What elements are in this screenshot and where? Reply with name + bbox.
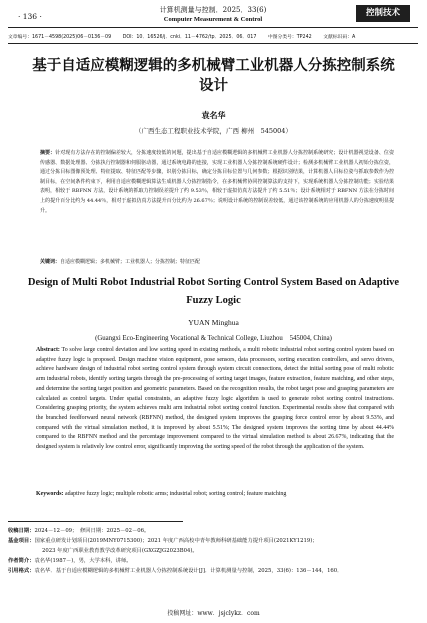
journal-name-en: Computer Measurement & Control <box>163 16 263 23</box>
doi: DOI：10．16526/j．cnki．11－4762/tp．2025．06．017 <box>122 35 257 40</box>
fund-info-cont: 2023 年度广西职业教育教学改革研究项目(GXGZJG2023B04)。 <box>42 548 198 554</box>
footnote-rule <box>8 521 183 522</box>
running-header <box>18 6 410 26</box>
journal-name-cn: 计算机测量与控制．2025．33(6) <box>159 6 267 14</box>
author-en: YUAN Minghua <box>188 318 239 327</box>
keywords-cn-label: 关键词： <box>40 259 61 265</box>
citation <box>8 566 418 576</box>
abstract-cn-text: 针对现有方法存在的控制偏差较大，分拣速度较低的问题，提出基于自适应模糊逻辑的多机械臂工业机器人分拣控制系统研究；设计机器视觉设备、位姿传感器、数据处理器、分拣执行控制器和伺服驱动器，通过系统电路的连接，实现工业机器人分拣控制系统硬件设计；检测多机械臂工业机器人初始分拣位姿，通过分拣目标图像预处理、特征提取、特征匹配等步骤，识别分拣目标，确定分拣目标位置与几何参数；根据识别结果，计算机器人目标位姿与抓取参数作为控制目标，在空间条件约束下，利用自适应模糊逻辑算法生成机器人分拣控制指令，在多机械臂协同控制算法的支持下，实现系统机器人分拣控制功能；实验结果表明，相较于 RBFNN 方法，设计系统的抓取力控制误差提升了约 9.53％，相较于虚拟仿真方法提升了约 5.51％；设计系统相对于 RBFNN 方法在分拣时间上的提升百分比约为 44.44％，相对于虚拟仿真方法提升百分比约为 26.67％；说明设计系统的控制误差较低，通过该控制系统的应用机器人的分拣速度明显提升。 <box>40 150 394 214</box>
author-bio-text: 袁名华(1987－)，男，大学本科，讲师。 <box>34 558 132 564</box>
abstract-en-text: To solve large control deviation and low sorting speed in existing methods, a multi robotic industrial robot sorting control system based on adaptive fuzzy logic is proposed. Design machine vision equipment, pose sensors, data processors, sorting execution controllers, and servo drivers, achieve hardware design of industrial robot sorting control system through system circuit connections, detect the initial sorting pose of multi robotic arm industrial robots, identify sorting targets through the pre-processing of sorting target images, feature extraction, feature matching, and other steps, and determine the sorting target position and geometric parameters. Based on the recognition results, the robot target pose and grasping parameters are calculated as control targets. Under spatial constraints, an adaptive fuzzy logic algorithm is used to generate robot sorting control instructions. Considering grasping priority, the system achieves multi arm industrial robot sorting control function. Experimental results show that compared with the branched feedforward neural network (RBFNN) method, the designed system improves the grasping force control error by about 9.53%, and compared with the virtual simulation method, it is improved by about 5.51%; The designed system improves the sorting time by about 44.44% compared to the RBFNN method and the percentage improvement compared to the virtual simulation method is about 26.67%, indicating that the designed system is relatively low control error, significantly improving the sorting speed of the robot through the application of the system. <box>36 347 395 451</box>
abstract-cn <box>40 149 394 216</box>
keywords-cn-text: 自适应模糊逻辑；多机械臂；工业机器人；分拣控制；特征匹配 <box>60 259 201 265</box>
keywords-en-text: adaptive fuzzy logic; multiple robotic arms; industrial robot; sorting control; feature matching <box>64 491 287 497</box>
footnotes <box>8 526 418 576</box>
abstract-en-label: Abstract: <box>36 347 60 353</box>
article-meta <box>8 33 418 40</box>
fund-label: 基金项目： <box>8 538 35 544</box>
title-cn: 基于自适应模糊逻辑的多机械臂工业机器人分拣控制系统设计 <box>32 58 395 94</box>
received-date <box>8 526 418 536</box>
fund-text: 国家重点研发计划项目(2019MNY0715300)；2021 年度广西高校中青年教师科研基础能力提升项目(2021KY1219)； <box>34 538 318 544</box>
article-id: 文章编号：1671－4598(2025)06－0136－09 <box>8 35 112 40</box>
keywords-cn <box>40 258 394 265</box>
abstract-cn-label: 摘要： <box>40 150 56 156</box>
journal-name <box>123 6 303 24</box>
author-bio <box>8 556 418 566</box>
affiliation-en: (Guangxi Eco-Engineering Vocational & Technical College, Liuzhou 545004, China) <box>95 335 332 342</box>
page-number: · 136 · <box>18 12 42 21</box>
clc-code: 中图分类号：TP242 <box>267 35 312 40</box>
header-rule <box>8 27 418 28</box>
affiliation-cn: （广西生态工程职业技术学院，广西 柳州 545004） <box>135 127 292 135</box>
fund-info <box>8 536 418 546</box>
received-text: 2024－12－09； 修回日期：2025－02－06。 <box>34 528 150 534</box>
author-cn: 袁名华 <box>201 111 226 120</box>
abstract-en <box>36 346 394 453</box>
citation-text: 袁名华．基于自适应模糊逻辑的多机械臂工业机器人分拣控制系统设计[J]．计算机测量与控制，2025，33(6)：136－144，160． <box>34 568 343 574</box>
citation-label: 引用格式： <box>8 568 35 574</box>
received-label: 收稿日期： <box>8 528 35 534</box>
keywords-en-label: Keywords: <box>36 491 64 497</box>
section-tag: 控制技术 <box>356 5 410 22</box>
author-bio-label: 作者简介： <box>8 558 35 564</box>
submission-url: 投稿网址：www．jsjclykz．com <box>167 610 260 617</box>
keywords-en <box>36 491 394 497</box>
document-code: 文献标识码：A <box>323 35 356 40</box>
title-en: Design of Multi Robot Industrial Robot Sorting Control System Based on Adaptive Fuzzy Logic <box>27 277 400 306</box>
meta-rule <box>8 43 418 44</box>
